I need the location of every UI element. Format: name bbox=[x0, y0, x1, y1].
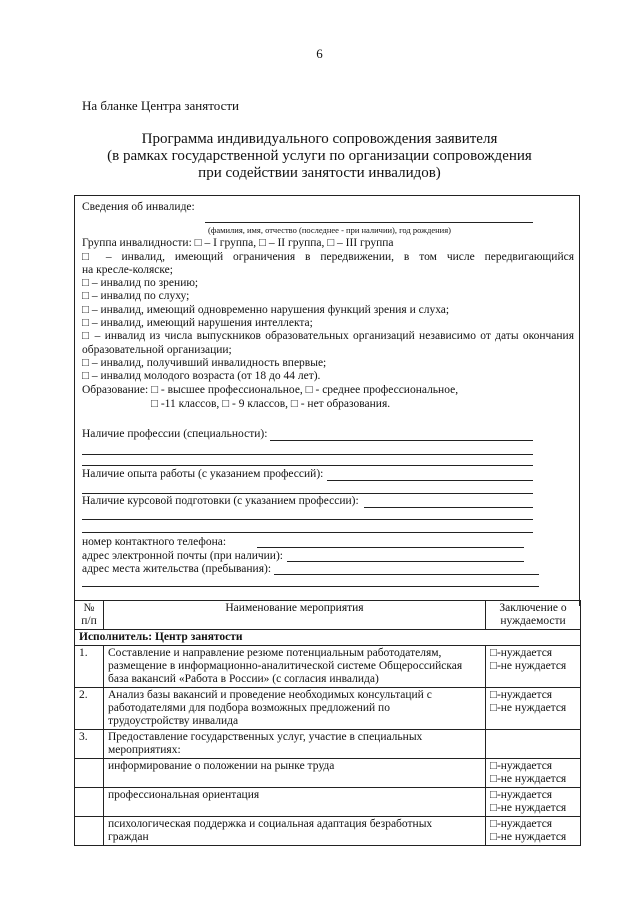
title-line-3: при содействии занятости инвалидов) bbox=[198, 165, 441, 181]
option-graduate-cont: образовательной организации; bbox=[82, 344, 232, 356]
address-label: адрес места жительства (пребывания): bbox=[82, 563, 272, 575]
need-cell[interactable]: □-нуждается □-не нуждается bbox=[486, 788, 581, 817]
executor-label: Исполнитель: Центр занятости bbox=[75, 630, 581, 646]
education-options-cont: □ -11 классов, □ - 9 классов, □ - нет образования. bbox=[151, 398, 391, 410]
email-line bbox=[287, 561, 524, 562]
table-row bbox=[75, 759, 581, 788]
phone-label: номер контактного телефона: bbox=[82, 536, 227, 548]
table-row: 1. Составление и направление резюме потенциальным работодателям, размещение в информационно-аналитической системе Общероссийская база вакансий «Работа в России» (с согласия инвалида) □-нуждается □-не нуждается bbox=[75, 646, 581, 688]
header-conclusion: Заключение о нуждаемости bbox=[486, 601, 581, 630]
address-line-2 bbox=[82, 586, 539, 587]
event-cell: профессиональная ориентация bbox=[104, 788, 486, 817]
courses-line-2 bbox=[82, 519, 533, 520]
disability-group-options: Группа инвалидности: □ – I группа, □ – II группа, □ – III группа bbox=[82, 237, 394, 249]
table-row bbox=[75, 788, 581, 817]
invalid-info-label: Сведения об инвалиде: bbox=[82, 201, 195, 213]
event-cell: психологическая поддержка и социальная адаптация безработных граждан bbox=[104, 817, 486, 846]
event-cell: Предоставление государственных услуг, участие в специальных мероприятиях: bbox=[104, 730, 486, 759]
courses-line-3 bbox=[82, 532, 533, 533]
need-cell[interactable]: □-нуждается □-не нуждается bbox=[486, 759, 581, 788]
experience-line-2 bbox=[82, 493, 533, 494]
option-mobility: □ – инвалид, имеющий ограничения в передвижении, в том числе передвигающийся bbox=[82, 251, 574, 263]
table-row: 2. Анализ базы вакансий и проведение необходимых консультаций с работодателями для подбора возможных предложений по трудоустройству инвалида □-нуждается □-не нуждается bbox=[75, 688, 581, 730]
option-first-time: □ – инвалид, получивший инвалидность впервые; bbox=[82, 357, 327, 369]
option-intellect: □ – инвалид, имеющий нарушения интеллекта; bbox=[82, 317, 313, 329]
letterhead-note: На бланке Центра занятости bbox=[82, 98, 239, 113]
name-field-hint: (фамилия, имя, отчество (последнее - при наличии), год рождения) bbox=[208, 225, 451, 235]
education-options: Образование: □ - высшее профессиональное, □ - среднее профессиональное, bbox=[82, 384, 459, 396]
executor-row bbox=[75, 630, 581, 646]
phone-line bbox=[257, 547, 524, 548]
profession-line-2 bbox=[82, 454, 533, 455]
experience-label: Наличие опыта работы (с указанием профессий): bbox=[82, 468, 324, 480]
experience-line-1 bbox=[327, 480, 533, 481]
table-row: 3. Предоставление государственных услуг, участие в специальных мероприятиях: bbox=[75, 730, 581, 759]
option-vision: □ – инвалид по зрению; bbox=[82, 277, 199, 289]
profession-line-1 bbox=[270, 440, 533, 441]
document-title bbox=[0, 131, 639, 182]
header-event: Наименование мероприятия bbox=[104, 601, 486, 630]
option-young: □ – инвалид молодого возраста (от 18 до 44 лет). bbox=[82, 370, 321, 382]
event-cell: информирование о положении на рынке труда bbox=[104, 759, 486, 788]
profession-line-3 bbox=[82, 465, 533, 466]
event-cell: Анализ базы вакансий и проведение необходимых консультаций с работодателями для подбора возможных предложений по трудоустройству инвалида bbox=[104, 688, 486, 730]
need-cell[interactable]: □-нуждается □-не нуждается bbox=[486, 646, 581, 688]
support-measures-table bbox=[74, 600, 581, 846]
option-mobility-cont: на кресле-коляске; bbox=[82, 264, 173, 276]
table-header-row bbox=[75, 601, 581, 630]
title-line-2: (в рамках государственной услуги по организации сопровождения bbox=[107, 148, 532, 164]
courses-line-1 bbox=[364, 507, 533, 508]
event-cell: Составление и направление резюме потенциальным работодателям, размещение в информационно-аналитической системе Общероссийская база вакансий «Работа в России» (с согласия инвалида) bbox=[104, 646, 486, 688]
option-vision-hearing: □ – инвалид, имеющий одновременно нарушения функций зрения и слуха; bbox=[82, 304, 450, 316]
need-cell[interactable]: □-нуждается □-не нуждается bbox=[486, 688, 581, 730]
title-line-1: Программа индивидуального сопровождения заявителя bbox=[141, 131, 498, 147]
option-graduate: □ – инвалид из числа выпускников образовательных организаций независимо от даты окончания bbox=[82, 330, 574, 342]
need-cell[interactable]: □-нуждается □-не нуждается bbox=[486, 817, 581, 846]
table-row bbox=[75, 817, 581, 846]
name-field-line bbox=[205, 222, 533, 223]
option-hearing: □ – инвалид по слуху; bbox=[82, 290, 190, 302]
email-label: адрес электронной почты (при наличии): bbox=[82, 550, 283, 562]
address-line-1 bbox=[274, 574, 539, 575]
page-number: 6 bbox=[316, 46, 323, 61]
header-num: № п/п bbox=[75, 601, 104, 630]
profession-label: Наличие профессии (специальности): bbox=[82, 428, 268, 440]
courses-label: Наличие курсовой подготовки (с указанием профессии): bbox=[82, 495, 359, 507]
